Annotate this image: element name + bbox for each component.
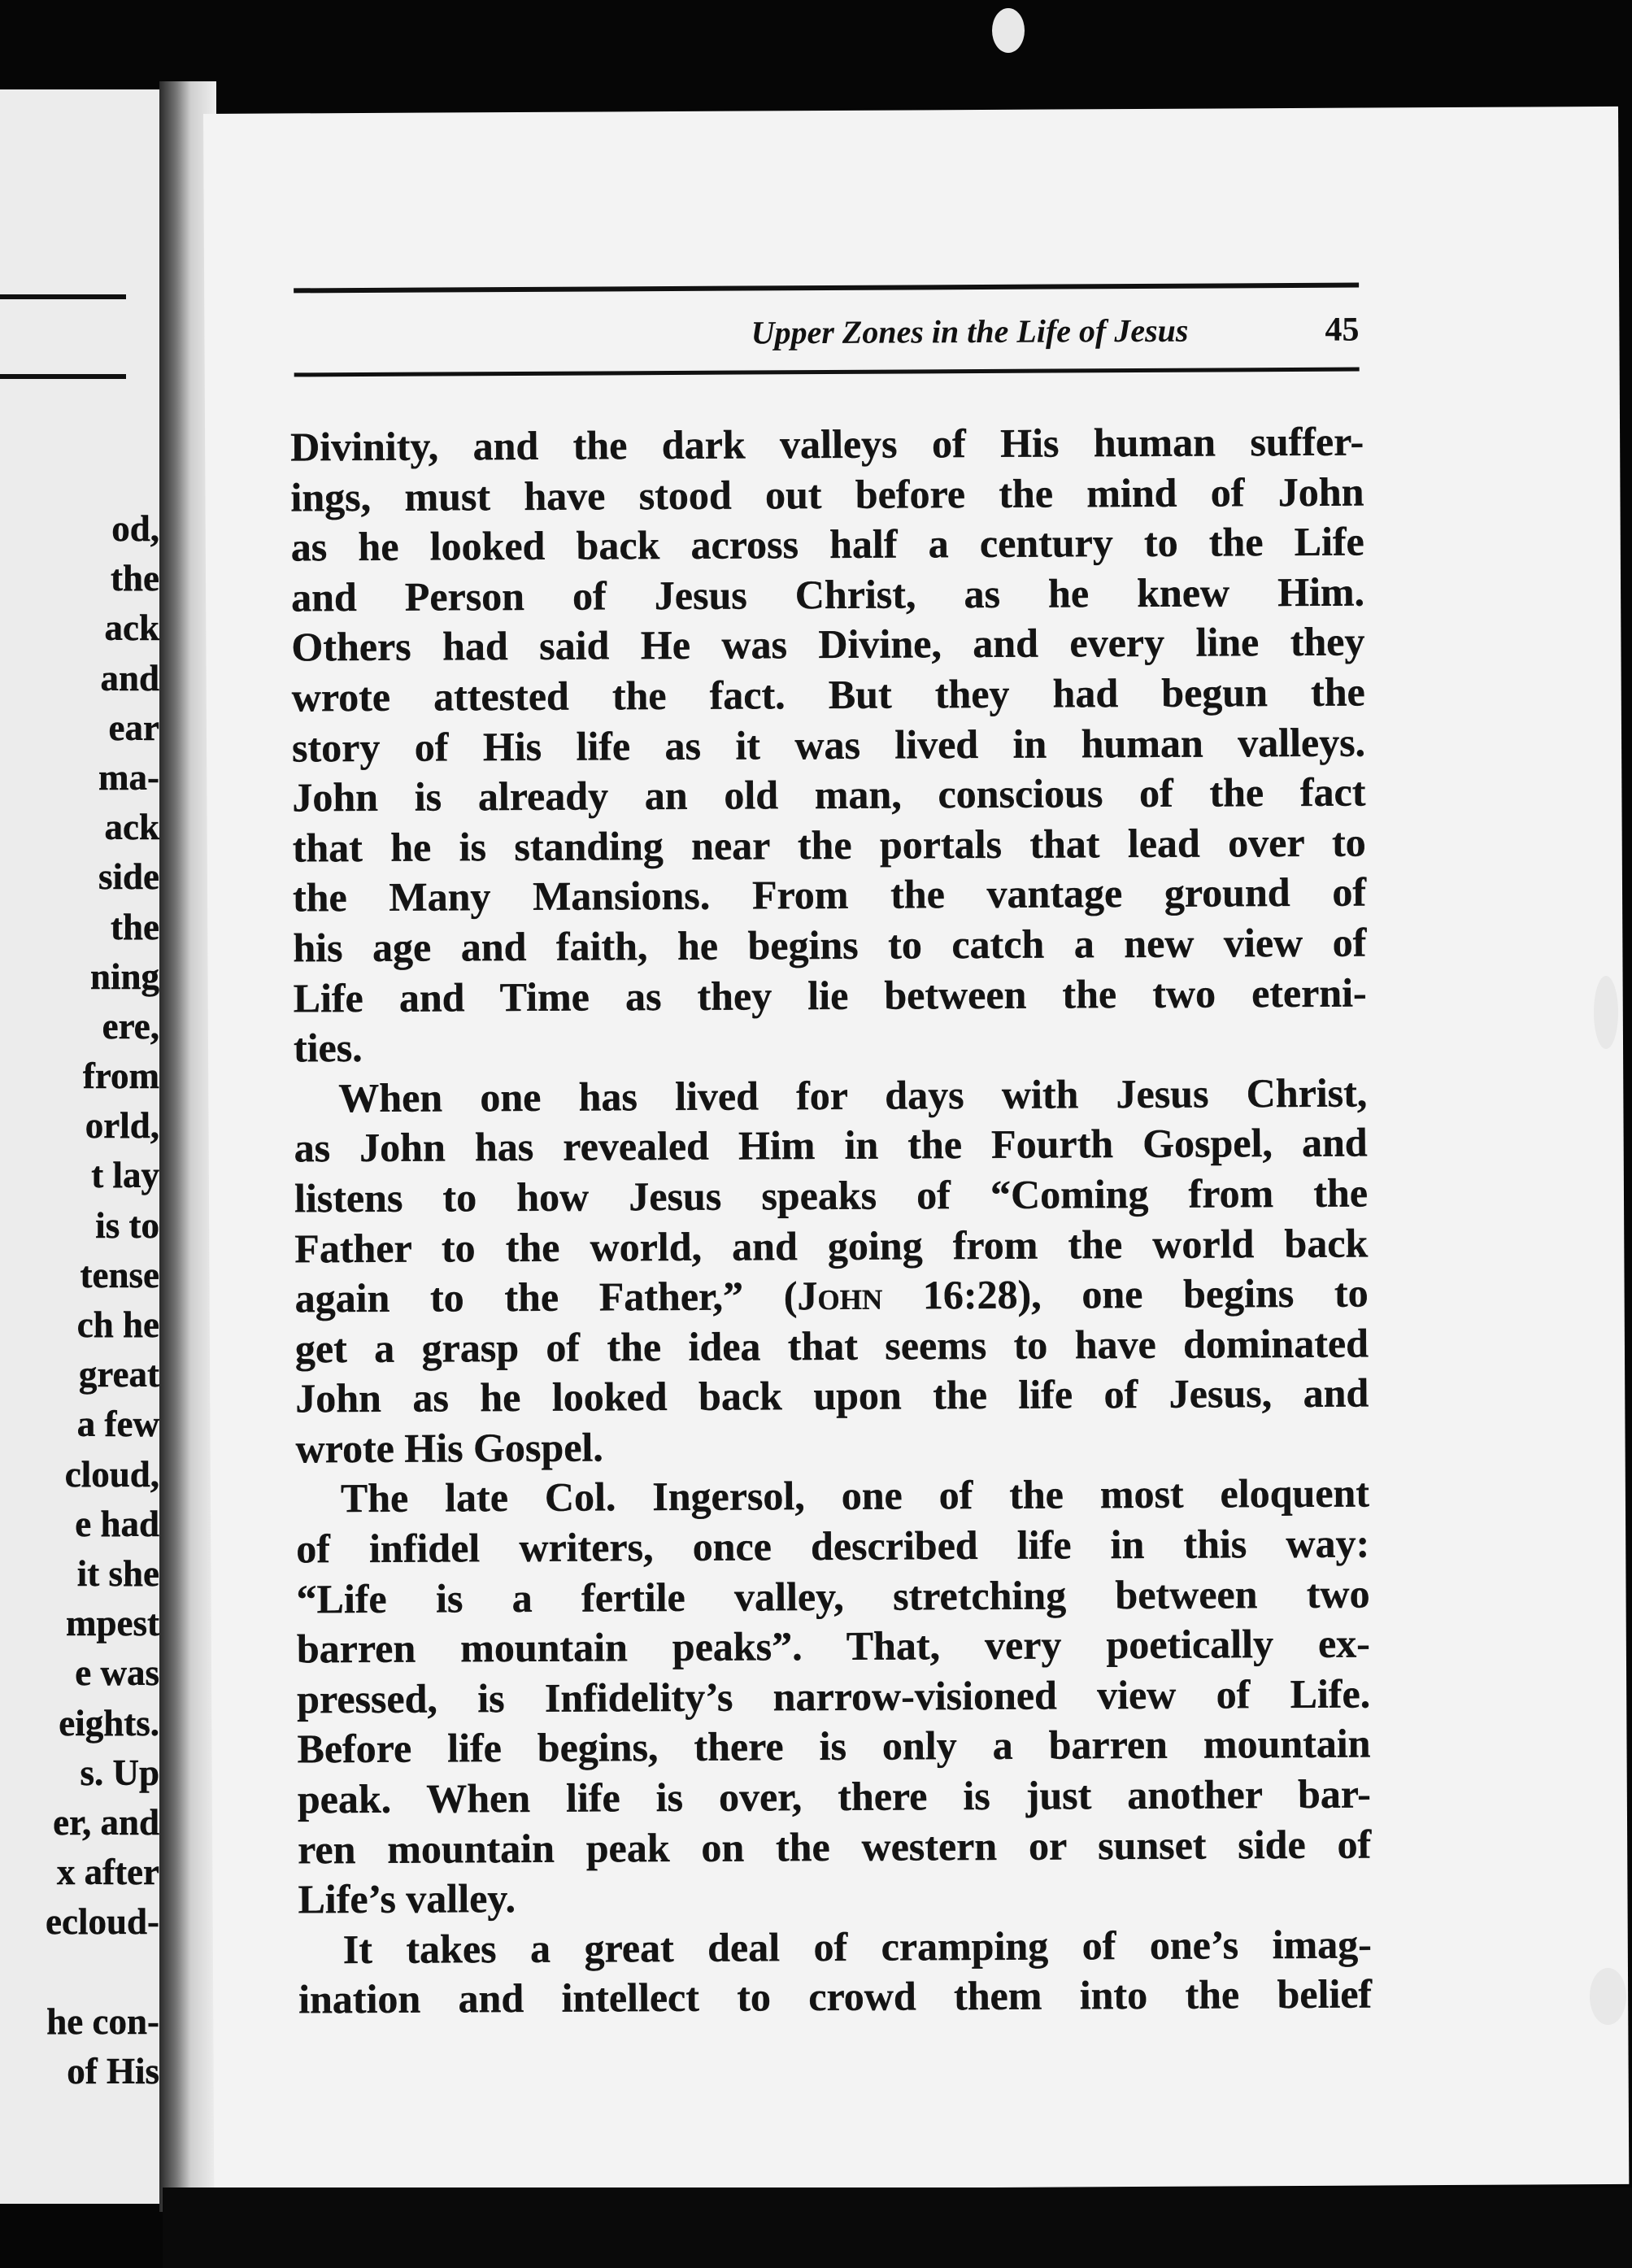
scripture-citation-book: John — [797, 1272, 883, 1319]
left-line: it she — [76, 1552, 159, 1594]
text-line: wrote His Gospel. — [295, 1424, 603, 1472]
text-line: wrote attested the fact. But they had begun the — [291, 668, 1365, 720]
text-line: Life and Time as they lie between the two eterni- — [293, 969, 1367, 1021]
left-line: and — [100, 657, 159, 699]
text-line: that he is standing near the portals that lead over to — [292, 819, 1366, 871]
page-header — [294, 283, 1360, 378]
left-line: is to — [95, 1204, 159, 1246]
left-line: of His — [67, 2050, 159, 2092]
left-line: side — [98, 856, 159, 898]
text-line: of infidel writers, once described life in this way: — [296, 1520, 1370, 1572]
left-line: the — [111, 558, 159, 599]
text-line: ren mountain peak on the western or sunset side of — [298, 1821, 1372, 1873]
body-text — [290, 417, 1372, 2026]
left-line: great — [78, 1354, 159, 1395]
header-rule-top — [294, 283, 1359, 294]
left-line: orld, — [85, 1105, 159, 1147]
left-line: e was — [75, 1652, 159, 1694]
running-head: Upper Zones in the Life of Jesus — [751, 311, 1189, 351]
left-line: ch he — [76, 1304, 159, 1345]
left-line: a few — [76, 1404, 159, 1445]
left-line: s. Up — [80, 1752, 159, 1793]
text-line: “Life is a fertile valley, stretching between two — [296, 1570, 1370, 1622]
left-line: t lay — [91, 1155, 159, 1196]
left-line: ma- — [98, 756, 159, 798]
left-line: er, and — [53, 1801, 159, 1843]
left-line: e had — [75, 1503, 159, 1544]
text-line: Before life begins, there is only a barren mountain — [297, 1720, 1371, 1772]
left-line: the — [111, 906, 159, 947]
text-line: ination and intellect to crowd them into the belief — [298, 1970, 1373, 2022]
left-line: x after — [56, 1852, 159, 1893]
left-line: tense — [80, 1254, 159, 1295]
text-line: John is already an old man, conscious of the fact — [292, 768, 1366, 821]
page-bottom-edge — [163, 2187, 1632, 2268]
text-line: ings, must have stood out before the mind of John — [290, 468, 1364, 520]
text-line: When one has lived for days with Jesus Christ, — [338, 1069, 1368, 1121]
left-line-gap — [0, 1947, 159, 1996]
text-span: again to the Father,” ( — [294, 1273, 798, 1321]
text-line: The late Col. Ingersol, one of the most eloquent — [340, 1469, 1370, 1521]
left-line: ere, — [102, 1005, 159, 1047]
text-line: Father to the world, and going from the world back — [294, 1220, 1369, 1271]
left-line: ack — [104, 807, 159, 848]
scripture-citation-ref: 16:28), one begins to — [882, 1269, 1369, 1318]
text-line: barren mountain peaks”. That, very poetically ex- — [296, 1620, 1371, 1672]
left-page-rule — [0, 294, 126, 299]
left-line: cloud, — [64, 1453, 159, 1495]
text-line: It takes a great deal of cramping of one’s imag- — [342, 1921, 1372, 1972]
text-line: Others had said He was Divine, and every line they — [291, 618, 1365, 670]
left-line: he con- — [46, 2000, 159, 2042]
text-line: pressed, is Infidelity’s narrow-visioned view of Life. — [297, 1670, 1371, 1722]
left-line: from — [82, 1056, 159, 1097]
text-line: Life’s valley. — [298, 1875, 516, 1922]
text-line: listens to how Jesus speaks of “Coming from the — [294, 1169, 1369, 1221]
left-page-rule — [0, 374, 126, 379]
left-line: od, — [111, 508, 159, 549]
text-line: ties. — [293, 1025, 363, 1071]
scan-dust-speck — [1594, 976, 1618, 1049]
header-rule-bottom — [294, 368, 1360, 377]
text-line: peak. When life is over, there is just another bar- — [297, 1770, 1371, 1822]
left-page-text — [0, 504, 159, 2096]
text-line: the Many Mansions. From the vantage ground of — [292, 868, 1367, 921]
left-line: ning — [89, 956, 159, 997]
left-line: ecloud- — [46, 1901, 159, 1943]
left-line: eights. — [59, 1702, 159, 1743]
text-line: and Person of Jesus Christ, as he knew Him. — [290, 568, 1365, 620]
page-number: 45 — [1325, 311, 1360, 349]
text-line: get a grasp of the idea that seems to have dominated — [294, 1320, 1369, 1372]
scan-dust-speck — [992, 8, 1025, 53]
left-line: ear — [108, 707, 159, 748]
text-line: story of His life as it was lived in human valleys. — [291, 719, 1366, 771]
scan-dust-speck — [1590, 1968, 1626, 2025]
left-line: ack — [104, 607, 159, 649]
text-line: Divinity, and the dark valleys of His human suffer- — [289, 418, 1364, 470]
text-line: John as he looked back upon the life of Jesus, and — [295, 1369, 1369, 1421]
left-facing-page — [0, 89, 163, 2204]
text-line: his age and faith, he begins to catch a new view of — [293, 919, 1367, 971]
right-page — [203, 107, 1629, 2192]
text-line-with-citation — [294, 1269, 1368, 1325]
text-line: as he looked back across half a century to the Life — [290, 518, 1364, 570]
text-line: as John has revealed Him in the Fourth Gospel, and — [294, 1119, 1368, 1171]
left-line: mpest — [66, 1603, 159, 1644]
